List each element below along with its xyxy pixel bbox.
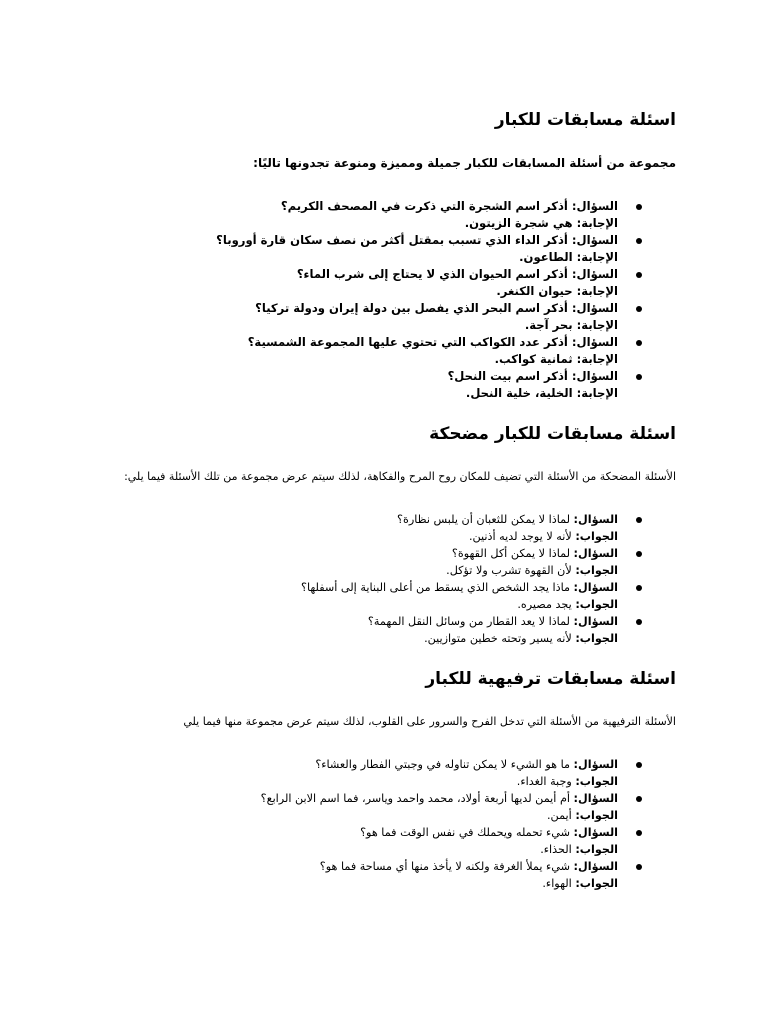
answer-label: الإجابة:	[576, 250, 618, 264]
answer-label: الإجابة:	[576, 284, 618, 298]
answer-text: بحر آجة.	[524, 318, 573, 332]
answer-label: الجواب:	[575, 632, 618, 645]
question-label: السؤال:	[571, 267, 618, 281]
answer-text: الهواء.	[542, 877, 572, 890]
answer-label: الجواب:	[575, 809, 618, 822]
question-label: السؤال:	[573, 826, 618, 839]
answer-label: الإجابة:	[576, 386, 618, 400]
answer-text: الحذاء.	[540, 843, 572, 856]
question-text: أذكر عدد الكواكب التي تحتوي عليها المجموعة الشمسية؟	[247, 335, 568, 349]
answer-text: لأنه لا يوجد لديه أذنين.	[468, 530, 572, 543]
answer-text: الخلية، خلية النحل.	[465, 386, 573, 400]
question-label: السؤال:	[573, 860, 618, 873]
list-item	[92, 334, 618, 368]
question-label: السؤال:	[573, 547, 618, 560]
answer-label: الجواب:	[575, 843, 618, 856]
list-item	[92, 300, 618, 334]
section-title: اسئلة مسابقات للكبار مضحكة	[429, 424, 676, 444]
list-item	[92, 824, 618, 858]
answer-label: الإجابة:	[576, 352, 618, 366]
section-funny-quiz	[92, 424, 676, 647]
answer-label: الإجابة:	[576, 318, 618, 332]
question-text: ماذا يجد الشخص الذي يسقط من أعلى البناية إلى أسفلها؟	[301, 581, 570, 594]
question-label: السؤال:	[573, 792, 618, 805]
question-text: أذكر اسم البحر الذي يفصل بين دولة إيران ودولة تركيا؟	[255, 301, 568, 315]
question-label: السؤال:	[571, 335, 618, 349]
question-label: السؤال:	[573, 758, 618, 771]
answer-label: الجواب:	[575, 877, 618, 890]
answer-text: يجد مصيره.	[517, 598, 572, 611]
section-entertainment-quiz	[92, 669, 676, 892]
section-intro: الأسئلة الترفيهية من الأسئلة التي تدخل الفرح والسرور على القلوب، لذلك سيتم عرض مجموعة منها فيما يلي	[183, 715, 676, 728]
qa-list	[92, 511, 676, 647]
list-item	[92, 511, 618, 545]
question-text: لماذا لا يمكن أكل القهوة؟	[451, 547, 570, 560]
question-label: السؤال:	[571, 301, 618, 315]
answer-text: ثمانية كواكب.	[494, 352, 573, 366]
section-title: اسئلة مسابقات للكبار	[494, 110, 676, 130]
question-text: شيء يملأ الغرفة ولكنه لا يأخذ منها أي مساحة فما هو؟	[319, 860, 570, 873]
section-adult-quiz	[92, 110, 676, 402]
question-text: أذكر اسم الحيوان الذي لا يحتاج إلى شرب الماء؟	[296, 267, 568, 281]
section-intro: الأسئلة المضحكة من الأسئلة التي تضيف للمكان روح المرح والفكاهة، لذلك سيتم عرض مجموعة من تلك الأسئلة فيما يلي:	[124, 470, 676, 483]
qa-list	[92, 198, 676, 402]
question-text: أذكر الداء الذي تسبب بمقتل أكثر من نصف سكان قارة أوروبا؟	[216, 233, 568, 247]
answer-text: لأن القهوة تشرب ولا تؤكل.	[446, 564, 572, 577]
list-item	[92, 579, 618, 613]
answer-text: وجبة الغداء.	[516, 775, 572, 788]
list-item	[92, 198, 618, 232]
answer-text: الطاعون.	[519, 250, 573, 264]
list-item	[92, 368, 618, 402]
question-text: شيء تحمله ويحملك في نفس الوقت فما هو؟	[360, 826, 570, 839]
answer-label: الجواب:	[575, 530, 618, 543]
list-item	[92, 232, 618, 266]
answer-label: الإجابة:	[576, 216, 618, 230]
section-title: اسئلة مسابقات ترفيهية للكبار	[425, 669, 676, 689]
list-item	[92, 858, 618, 892]
answer-text: هي شجرة الزيتون.	[464, 216, 573, 230]
question-text: ما هو الشيء لا يمكن تناوله في وجبتي الفطار والعشاء؟	[315, 758, 570, 771]
question-text: لماذا لا يمكن للثعبان أن يلبس نظارة؟	[397, 513, 570, 526]
list-item	[92, 613, 618, 647]
question-text: أم أيمن لديها أربعة أولاد، محمد واحمد وياسر، فما اسم الابن الرابع؟	[260, 792, 570, 805]
answer-text: لأنه يسير وتحته خطين متوازيين.	[424, 632, 572, 645]
question-label: السؤال:	[571, 369, 618, 383]
question-label: السؤال:	[573, 513, 618, 526]
list-item	[92, 266, 618, 300]
answer-label: الجواب:	[575, 598, 618, 611]
section-intro: مجموعة من أسئلة المسابقات للكبار جميلة ومميزة ومنوعة تجدونها تاليًا:	[253, 156, 676, 170]
answer-label: الجواب:	[575, 564, 618, 577]
question-label: السؤال:	[571, 233, 618, 247]
question-text: لماذا لا يعد القطار من وسائل النقل المهمة؟	[367, 615, 570, 628]
list-item	[92, 790, 618, 824]
answer-text: حيوان الكنغر.	[496, 284, 573, 298]
question-label: السؤال:	[571, 199, 618, 213]
question-label: السؤال:	[573, 581, 618, 594]
qa-list	[92, 756, 676, 892]
question-text: أذكر اسم الشجرة التي ذكرت في المصحف الكريم؟	[280, 199, 568, 213]
answer-text: أيمن.	[547, 809, 572, 822]
list-item	[92, 545, 618, 579]
answer-label: الجواب:	[575, 775, 618, 788]
question-label: السؤال:	[573, 615, 618, 628]
question-text: أذكر اسم بيت النحل؟	[447, 369, 568, 383]
list-item	[92, 756, 618, 790]
